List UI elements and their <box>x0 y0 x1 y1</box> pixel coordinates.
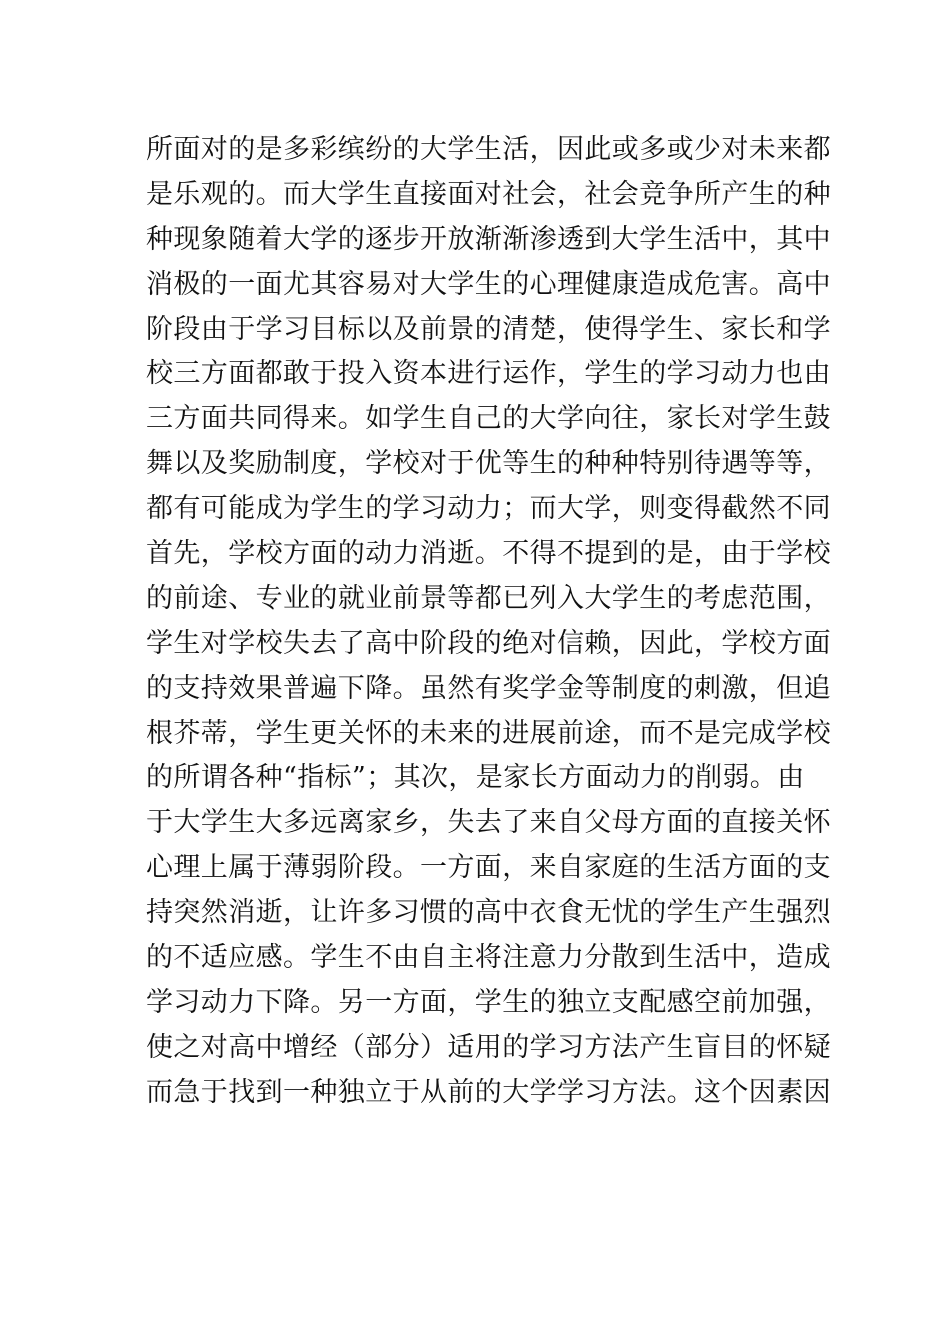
text-line: 而急于找到一种独立于从前的大学学习方法。这个因素因 <box>146 1076 831 1108</box>
text-line: 所面对的是多彩缤纷的大学生活，因此或多或少对未来都 <box>146 134 831 165</box>
text-line: 首先，学校方面的动力消逝。不得不提到的是，由于学校 <box>146 538 831 570</box>
text-line: 舞以及奖励制度，学校对于优等生的种种特别待遇等等， <box>146 448 831 480</box>
text-line: 学习动力下降。另一方面，学生的独立支配感空前加强， <box>146 986 831 1018</box>
text-line: 阶段由于学习目标以及前景的清楚，使得学生、家长和学 <box>146 313 831 345</box>
text-line: 校三方面都敢于投入资本进行运作，学生的学习动力也由 <box>146 358 831 390</box>
text-line: 是乐观的。而大学生直接面对社会，社会竞争所产生的种 <box>146 178 831 210</box>
text-line: 的前途、专业的就业前景等都已列入大学生的考虑范围， <box>146 582 831 614</box>
text-line: 种现象随着大学的逐步开放渐渐渗透到大学生活中，其中 <box>146 223 831 255</box>
text-line: 的支持效果普遍下降。虽然有奖学金等制度的刺激，但追 <box>146 672 831 704</box>
text-line: 都有可能成为学生的学习动力；而大学，则变得截然不同 <box>146 493 831 525</box>
text-line: 消极的一面尤其容易对大学生的心理健康造成危害。高中 <box>146 268 831 300</box>
text-line: 持突然消逝，让许多习惯的高中衣食无忧的学生产生强烈 <box>146 897 831 929</box>
text-line: 心理上属于薄弱阶段。一方面，来自家庭的生活方面的支 <box>146 852 831 884</box>
text-line: 学生对学校失去了高中阶段的绝对信赖，因此，学校方面 <box>146 627 831 659</box>
text-line: 使之对高中增经（部分）适用的学习方法产生盲目的怀疑 <box>146 1031 831 1063</box>
text-line: 的所谓各种“指标”；其次，是家长方面动力的削弱。由 <box>146 762 805 794</box>
text-line: 根芥蒂，学生更关怀的未来的进展前途，而不是完成学校 <box>146 717 831 749</box>
text-line: 三方面共同得来。如学生自己的大学向往，家长对学生鼓 <box>146 403 831 435</box>
text-line: 于大学生大多远离家乡，失去了来自父母方面的直接关怀 <box>146 807 831 839</box>
text-line: 的不适应感。学生不由自主将注意力分散到生活中，造成 <box>146 942 831 974</box>
body-paragraph <box>146 128 831 1116</box>
